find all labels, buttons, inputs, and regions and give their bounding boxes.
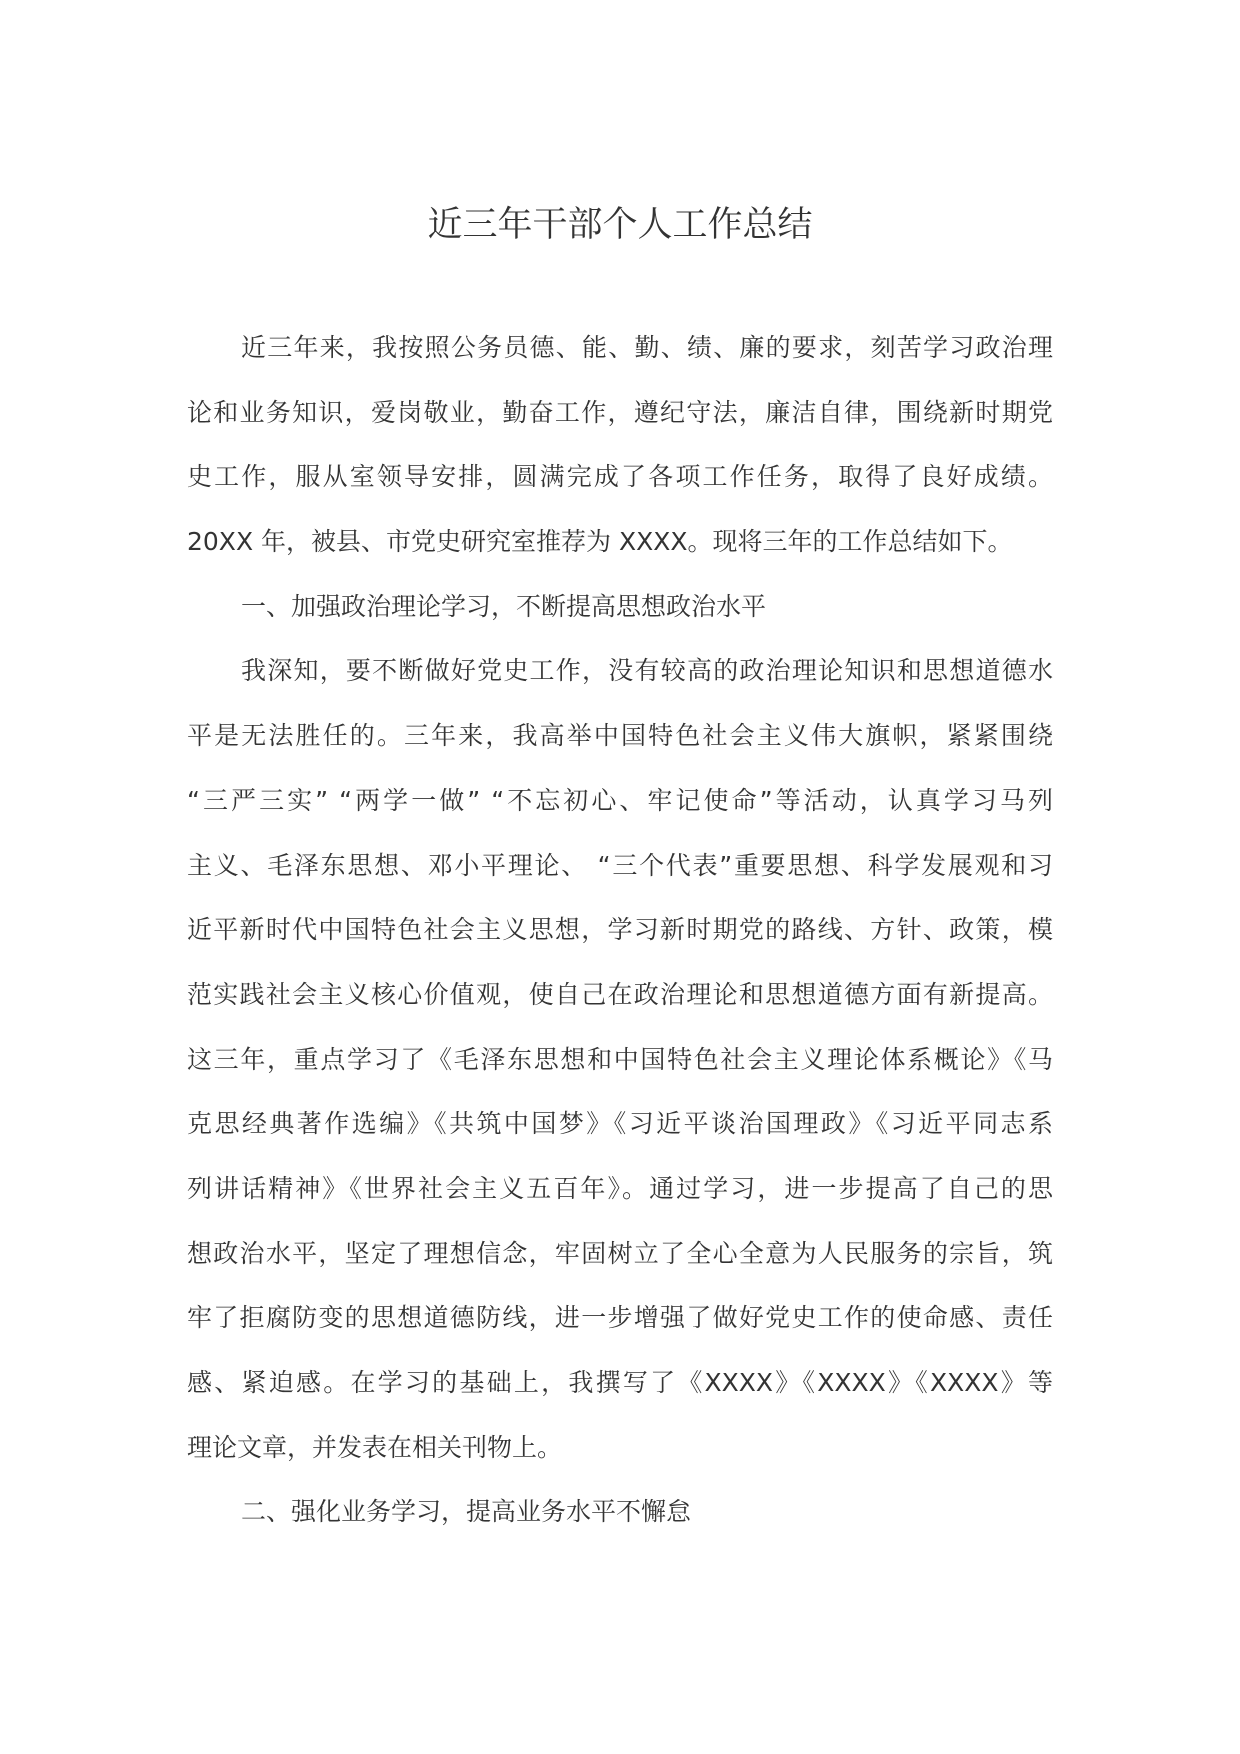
- paragraph-line: 牢了拒腐防变的思想道德防线，进一步增强了做好党史工作的使命感、责任: [187, 1303, 1053, 1333]
- paragraph-line: “三严三实” “两学一做” “不忘初心、牢记使命”等活动，认真学习马列: [187, 785, 1053, 815]
- paragraph-line: 平是无法胜任的。三年来，我高举中国特色社会主义伟大旗帜，紧紧围绕: [187, 721, 1053, 751]
- paragraph-line: 想政治水平，坚定了理想信念，牢固树立了全心全意为人民服务的宗旨，筑: [187, 1238, 1053, 1268]
- paragraph-line: 感、紧迫感。在学习的基础上，我撰写了《XXXX》《XXXX》《XXXX》等: [187, 1368, 1053, 1397]
- paragraph-line: 主义、毛泽东思想、邓小平理论、 “三个代表”重要思想、科学发展观和习: [187, 850, 1053, 880]
- paragraph-line: 克思经典著作选编》《共筑中国梦》《习近平谈治国理政》《习近平同志系: [187, 1109, 1053, 1139]
- paragraph-line: 理论文章，并发表在相关刊物上。: [187, 1432, 563, 1462]
- paragraph-line: 近三年来，我按照公务员德、能、勤、绩、廉的要求，刻苦学习政治理: [241, 333, 1053, 362]
- paragraph-line: 近平新时代中国特色社会主义思想，学习新时期党的路线、方针、政策，模: [187, 915, 1053, 945]
- paragraph-line: 20XX 年，被县、市党史研究室推荐为 XXXX。现将三年的工作总结如下。: [187, 527, 1013, 557]
- paragraph-line: 史工作，服从室领导安排，圆满完成了各项工作任务，取得了良好成绩。: [187, 462, 1053, 492]
- document-title: 近三年干部个人工作总结: [427, 205, 813, 245]
- paragraph-line: 论和业务知识，爱岗敬业，勤奋工作，遵纪守法，廉洁自律，围绕新时期党: [187, 397, 1053, 427]
- section-heading: 二、强化业务学习，提高业务水平不懈怠: [241, 1497, 692, 1527]
- section-heading: 一、加强政治理论学习，不断提高思想政治水平: [241, 591, 767, 621]
- paragraph-line: 我深知，要不断做好党史工作，没有较高的政治理论知识和思想道德水: [241, 656, 1053, 686]
- paragraph-line: 范实践社会主义核心价值观，使自己在政治理论和思想道德方面有新提高。: [187, 979, 1053, 1009]
- document-body: [187, 316, 1053, 1545]
- paragraph-line: 列讲话精神》《世界社会主义五百年》。通过学习，进一步提高了自己的思: [187, 1173, 1053, 1203]
- paragraph-line: 这三年，重点学习了《毛泽东思想和中国特色社会主义理论体系概论》《马: [187, 1044, 1053, 1074]
